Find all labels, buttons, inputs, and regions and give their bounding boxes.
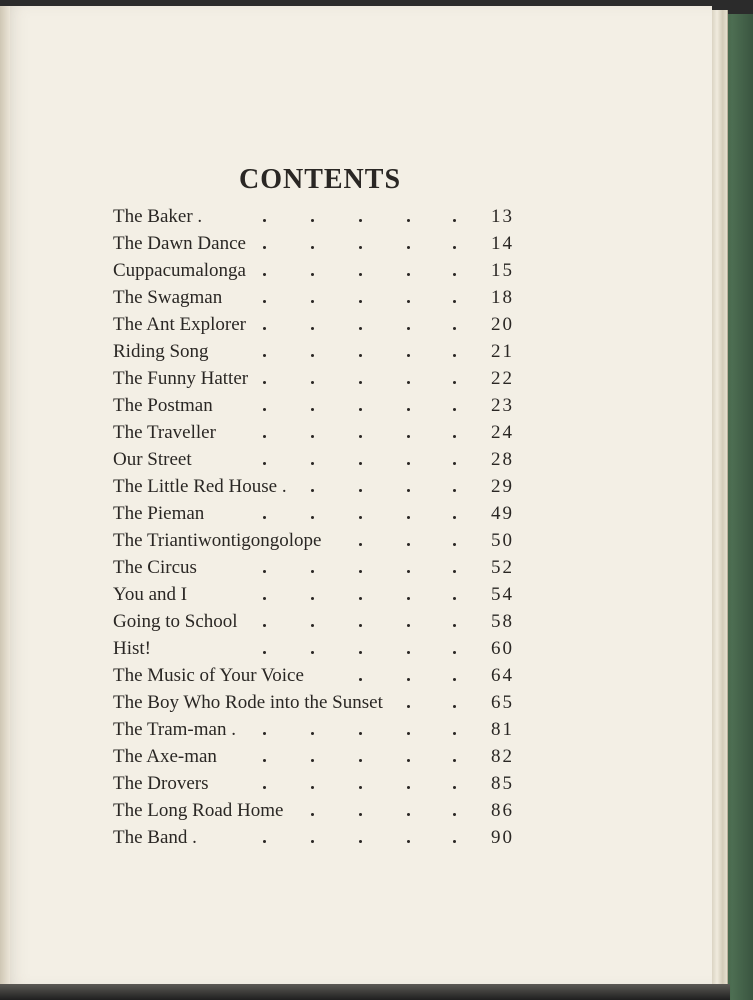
leader-dot [407,786,410,789]
leader-dot [407,651,410,654]
leader-dot [311,408,314,411]
leader-dot [311,597,314,600]
leader-dot [311,732,314,735]
toc-entry-title: Cuppacumalonga [113,260,246,281]
toc-entry-page: 23 [491,395,514,416]
leader-dot [407,678,410,681]
toc-entry [113,716,533,743]
leader-dot [359,840,362,843]
leader-dot [359,813,362,816]
toc-entry-page: 15 [491,260,514,281]
toc-entry [113,419,533,446]
dot-leader [113,635,473,662]
dot-leader [113,338,473,365]
dot-leader [113,689,473,716]
bottom-shadow [0,984,730,1000]
toc-entry-page: 14 [491,233,514,254]
toc-entry-title: Going to School [113,611,238,632]
leader-dot [359,759,362,762]
leader-dot [453,543,456,546]
dot-leader [113,257,473,284]
dot-leader [113,527,473,554]
leader-dot [359,570,362,573]
dot-leader [113,662,473,689]
dot-leader [113,203,473,230]
toc-entry [113,527,533,554]
leader-dot [311,381,314,384]
leader-dot [359,651,362,654]
toc-entry [113,311,533,338]
dot-leader [113,230,473,257]
leader-dot [453,651,456,654]
leader-dot [407,354,410,357]
leader-dot [359,597,362,600]
leader-dot [453,381,456,384]
toc-entry-page: 50 [491,530,514,551]
toc-entry-title: The Boy Who Rode into the Sunset [113,692,383,713]
toc-entry-title: The Drovers [113,773,209,794]
leader-dot [453,597,456,600]
toc-entry-title: The Swagman [113,287,223,308]
leader-dot [407,570,410,573]
leader-dot [311,651,314,654]
leader-dot [407,246,410,249]
leader-dot [453,273,456,276]
toc-entry-title: The Little Red House . [113,476,287,497]
toc-entry-title: The Triantiwontigongolope [113,530,322,551]
toc-entry-title: The Baker . [113,206,203,227]
toc-entry-page: 65 [491,692,514,713]
leader-dot [263,273,266,276]
leader-dot [263,246,266,249]
leader-dot [263,435,266,438]
leader-dot [453,705,456,708]
leader-dot [407,408,410,411]
toc-entry-page: 54 [491,584,514,605]
leader-dot [263,354,266,357]
leader-dot [407,489,410,492]
leader-dot [359,381,362,384]
leader-dot [263,219,266,222]
toc-entry [113,284,533,311]
toc-entry-title: The Dawn Dance [113,233,246,254]
toc-entry-page: 58 [491,611,514,632]
toc-entry-page: 60 [491,638,514,659]
leader-dot [453,759,456,762]
toc-entry [113,473,533,500]
toc-entry-title: You and I [113,584,188,605]
toc-entry-page: 22 [491,368,514,389]
leader-dot [453,516,456,519]
toc-entry-title: The Circus [113,557,197,578]
leader-dot [263,381,266,384]
dot-leader [113,797,473,824]
leader-dot [453,354,456,357]
toc-entry [113,635,533,662]
toc-entry-title: The Band . [113,827,197,848]
leader-dot [359,732,362,735]
leader-dot [453,435,456,438]
leader-dot [453,489,456,492]
leader-dot [311,273,314,276]
leader-dot [407,813,410,816]
leader-dot [263,786,266,789]
dot-leader [113,446,473,473]
leader-dot [311,300,314,303]
leader-dot [453,408,456,411]
leader-dot [407,462,410,465]
leader-dot [407,759,410,762]
toc-entry [113,500,533,527]
toc-entry [113,581,533,608]
leader-dot [359,543,362,546]
leader-dot [359,435,362,438]
leader-dot [359,408,362,411]
toc-entry [113,662,533,689]
leader-dot [453,327,456,330]
toc-entry-title: The Postman [113,395,213,416]
leader-dot [453,786,456,789]
leader-dot [263,300,266,303]
leader-dot [359,462,362,465]
leader-dot [311,246,314,249]
leader-dot [453,570,456,573]
leader-dot [359,489,362,492]
dot-leader [113,392,473,419]
toc-entry [113,797,533,824]
leader-dot [263,408,266,411]
toc-entry [113,338,533,365]
toc-entry [113,365,533,392]
toc-entry-title: The Pieman [113,503,205,524]
toc-entry-page: 29 [491,476,514,497]
toc-entry [113,203,533,230]
leader-dot [407,624,410,627]
toc-entry-page: 49 [491,503,514,524]
leader-dot [311,786,314,789]
toc-entry-title: Riding Song [113,341,209,362]
dot-leader [113,500,473,527]
dot-leader [113,770,473,797]
toc-entry [113,446,533,473]
leader-dot [263,570,266,573]
dot-leader [113,716,473,743]
toc-entry [113,824,533,851]
leader-dot [407,327,410,330]
leader-dot [311,516,314,519]
dot-leader [113,554,473,581]
toc-entry [113,257,533,284]
leader-dot [359,624,362,627]
toc-entry-page: 21 [491,341,514,362]
toc-entry [113,743,533,770]
dot-leader [113,284,473,311]
leader-dot [263,327,266,330]
leader-dot [311,840,314,843]
leader-dot [359,246,362,249]
leader-dot [311,489,314,492]
leader-dot [311,462,314,465]
leader-dot [263,462,266,465]
leader-dot [263,651,266,654]
dot-leader [113,473,473,500]
leader-dot [263,624,266,627]
page-gutter [0,6,10,986]
leader-dot [359,219,362,222]
leader-dot [263,732,266,735]
toc-entry-page: 18 [491,287,514,308]
dot-leader [113,743,473,770]
toc-entry [113,608,533,635]
leader-dot [263,597,266,600]
toc-entry [113,230,533,257]
toc-entry-title: Hist! [113,638,151,659]
leader-dot [263,840,266,843]
dot-leader [113,581,473,608]
leader-dot [359,273,362,276]
toc-entry-title: Our Street [113,449,192,470]
leader-dot [407,705,410,708]
leader-dot [453,246,456,249]
leader-dot [311,327,314,330]
toc-entry [113,770,533,797]
leader-dot [453,300,456,303]
leader-dot [453,624,456,627]
dot-leader [113,311,473,338]
leader-dot [359,327,362,330]
leader-dot [407,543,410,546]
leader-dot [407,273,410,276]
toc-entry-title: The Traveller [113,422,216,443]
dot-leader [113,824,473,851]
leader-dot [359,516,362,519]
leader-dot [453,678,456,681]
leader-dot [311,813,314,816]
toc-entry-page: 28 [491,449,514,470]
toc-entry-title: The Ant Explorer [113,314,246,335]
page-title [0,164,640,196]
toc-entry-title: The Funny Hatter [113,368,249,389]
toc-entry-page: 82 [491,746,514,767]
toc-entry-page: 64 [491,665,514,686]
leader-dot [407,300,410,303]
leader-dot [311,354,314,357]
toc-entry-page: 90 [491,827,514,848]
toc-entry-page: 20 [491,314,514,335]
leader-dot [311,624,314,627]
leader-dot [407,840,410,843]
leader-dot [407,597,410,600]
dot-leader [113,608,473,635]
leader-dot [453,462,456,465]
leader-dot [453,840,456,843]
leader-dot [263,759,266,762]
leader-dot [407,219,410,222]
leader-dot [263,516,266,519]
toc-entry-page: 86 [491,800,514,821]
toc-entry-title: The Long Road Home [113,800,284,821]
leader-dot [359,354,362,357]
toc-entry [113,392,533,419]
toc-entry-page: 13 [491,206,514,227]
toc-entry [113,554,533,581]
toc-entry-page: 24 [491,422,514,443]
leader-dot [311,219,314,222]
toc-entry-page: 85 [491,773,514,794]
leader-dot [407,435,410,438]
toc-entry-page: 52 [491,557,514,578]
leader-dot [453,732,456,735]
contents-list [113,203,533,851]
toc-entry [113,689,533,716]
leader-dot [359,300,362,303]
page-title-text: CONTENTS [238,163,402,195]
leader-dot [407,732,410,735]
leader-dot [311,570,314,573]
leader-dot [407,381,410,384]
toc-entry-title: The Axe-man [113,746,217,767]
leader-dot [311,759,314,762]
leader-dot [311,435,314,438]
leader-dot [359,678,362,681]
leader-dot [359,786,362,789]
dot-leader [113,419,473,446]
leader-dot [453,219,456,222]
toc-entry-page: 81 [491,719,514,740]
toc-entry-title: The Tram-man . [113,719,236,740]
dot-leader [113,365,473,392]
leader-dot [453,813,456,816]
toc-entry-title: The Music of Your Voice [113,665,304,686]
leader-dot [407,516,410,519]
